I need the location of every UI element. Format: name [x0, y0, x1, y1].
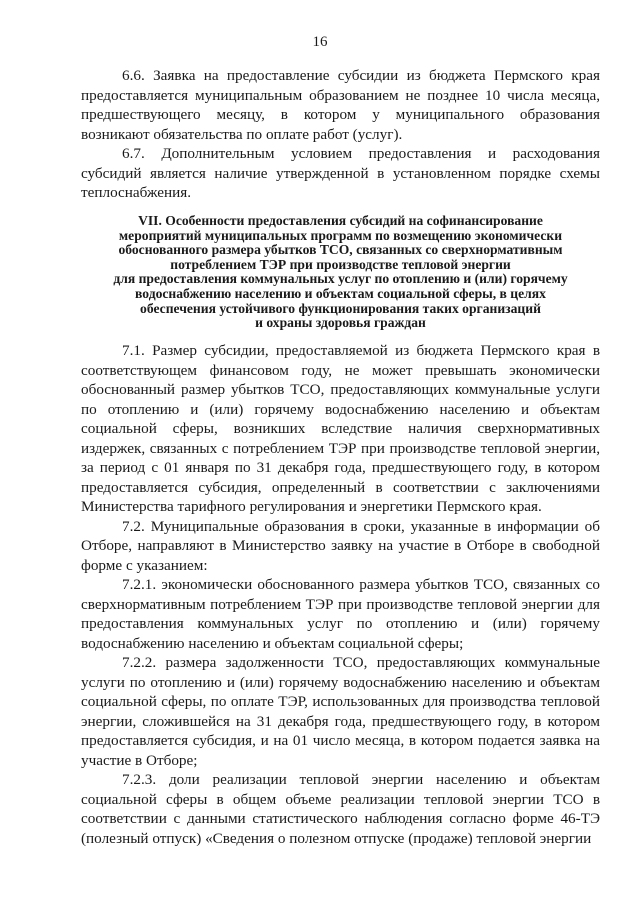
page-number: 16: [312, 34, 328, 50]
paragraph-6-7: 6.7. Дополнительным условием предоставления и расходования субсидий является наличие утвержденной в установленном порядке схемы теплоснабжения.: [81, 145, 600, 201]
heading-line: мероприятий муниципальных программ по возмещению экономически: [118, 227, 563, 243]
heading-line: VII. Особенности предоставления субсидий на софинансирование: [138, 213, 543, 228]
heading-line: для предоставления коммунальных услуг по отоплению и (или) горячему: [113, 271, 568, 287]
section-6-text: [81, 66, 600, 203]
paragraph-7-2: 7.2. Муниципальные образования в сроки, указанные в информации об Отборе, направляют в Министерство заявку на участие в Отборе в свободной форме с указанием:: [81, 517, 600, 574]
paragraph-7-2-2: 7.2.2. размера задолженности ТСО, предоставляющих коммунальные услуги по отоплению и (или) горячему водоснабжению населению и объектам социальной сферы, по оплате ТЭР, использованных для производства тепловой энергии, сложившейся на 31 декабря года, предшествующего году, в котором предоставляется субсидия, и на 01 число месяца, в котором подается заявка на участие в Отборе;: [81, 654, 600, 769]
section-7-heading: [81, 214, 600, 331]
paragraph-7-1: 7.1. Размер субсидии, предоставляемой из бюджета Пермского края в соответствующем финансовом году, не может превышать экономически обоснованный размер убытков ТСО, предоставляющих коммунальные услуги по отоплению и (или) горячему водоснабжению населению и объектам социальной сферы, возникших вследствие наличия сверхнормативных издержек, связанных с потреблением ТЭР при производстве тепловой энергии, за период с 01 января по 31 декабря года, предшествующего году, в котором предоставляется субсидия, определенный в соответствии с заключениями Министерства тарифного регулирования и энергетики Пермского края.: [81, 342, 600, 515]
paragraph-7-2-3: 7.2.3. доли реализации тепловой энергии населению и объектам социальной сферы в общем объеме реализации тепловой энергии ТСО в соответствии с данными статистического наблюдения согласно форме 46-ТЭ (полезный отпуск) «Сведения о полезном отпуске (продаже) тепловой энергии: [81, 771, 600, 847]
heading-line: водоснабжению населению и объектам социальной сферы, в целях: [135, 285, 546, 301]
heading-line: обеспечения устойчивого функционирования таких организаций: [140, 300, 541, 316]
heading-line: и охраны здоровья граждан: [255, 315, 426, 331]
heading-line: потреблением ТЭР при производстве тепловой энергии: [170, 256, 511, 272]
paragraph-7-2-1: 7.2.1. экономически обоснованного размера убытков ТСО, связанных со сверхнормативным потреблением ТЭР при производстве тепловой энергии для предоставления коммунальных услуг по отоплению и (или) горячему водоснабжению населению и объектам социальной сферы;: [81, 576, 600, 652]
heading-line: обоснованного размера убытков ТСО, связанных со сверхнормативным: [118, 242, 563, 258]
paragraph-6-6: 6.6. Заявка на предоставление субсидии из бюджета Пермского края предоставляется муниципальным образованием не позднее 10 числа месяца, предшествующего месяцу, в котором у муниципального образования возникают обязательства по оплате работ (услуг).: [81, 67, 600, 143]
section-7-text: [81, 341, 600, 848]
